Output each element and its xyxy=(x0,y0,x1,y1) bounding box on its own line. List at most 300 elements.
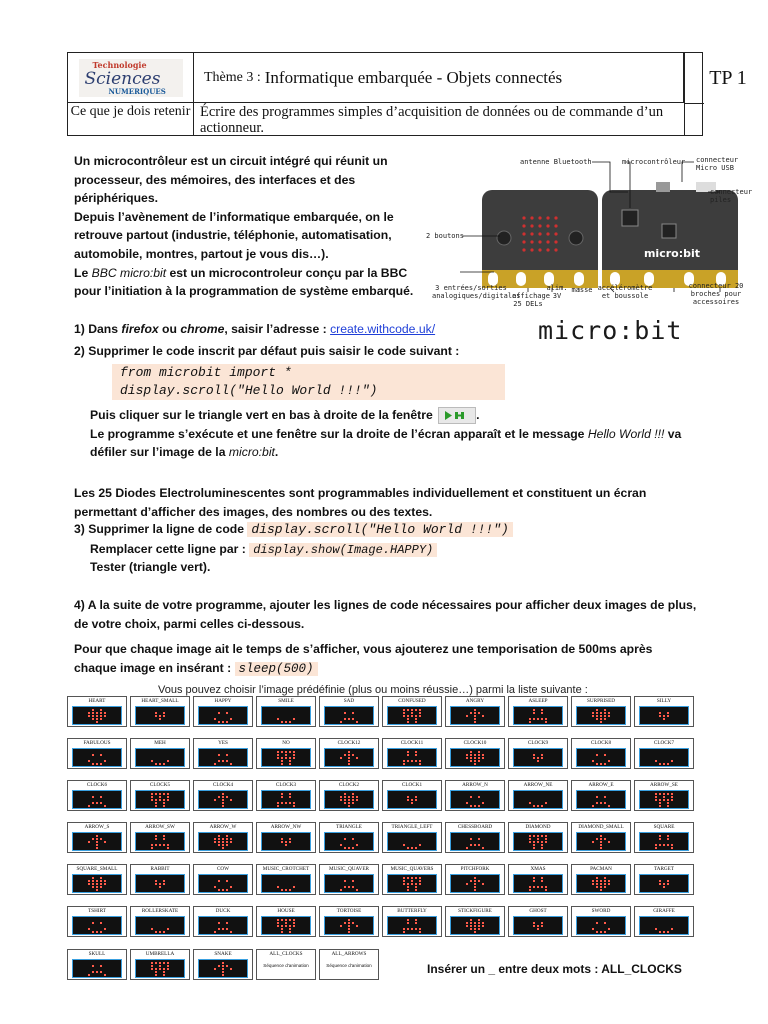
led-dot xyxy=(596,763,598,765)
led-screen xyxy=(72,832,122,851)
led-dot xyxy=(533,847,535,849)
microbit-logo: micro:bit xyxy=(538,316,683,345)
image-name: ROLLERSKATE xyxy=(141,908,179,914)
image-tile xyxy=(193,949,253,980)
logo-word-sciences: Sciences xyxy=(84,68,161,89)
led-screen xyxy=(639,748,689,767)
led-dot xyxy=(151,793,153,795)
led-dot xyxy=(474,712,476,714)
led-dot xyxy=(348,925,350,927)
led-dot xyxy=(104,880,106,882)
led-dot xyxy=(352,847,354,849)
led-dot xyxy=(159,718,161,720)
led-dot xyxy=(541,757,543,759)
led-dot xyxy=(289,889,291,891)
led-dot xyxy=(155,799,157,801)
led-dot xyxy=(466,847,468,849)
led-dot xyxy=(88,841,90,843)
led-dot xyxy=(155,793,157,795)
led-dot xyxy=(151,796,153,798)
led-dot xyxy=(671,793,673,795)
led-dot xyxy=(470,880,472,882)
image-name: DIAMOND xyxy=(525,824,551,830)
image-name: ALL_ARROWS xyxy=(331,951,367,957)
led-dot xyxy=(285,922,287,924)
text: 3) Supprimer la ligne de code xyxy=(74,522,244,536)
led-dot xyxy=(529,838,531,840)
led-dot xyxy=(592,841,594,843)
led-dot xyxy=(537,838,539,840)
led-dot xyxy=(344,838,346,840)
led-dot xyxy=(604,718,606,720)
led-dot xyxy=(340,889,342,891)
led-dot xyxy=(537,835,539,837)
led-dot xyxy=(163,793,165,795)
led-dot xyxy=(96,971,98,973)
led-dot xyxy=(167,796,169,798)
inline-code: display.show(Image.HAPPY) xyxy=(249,543,437,557)
led-dot xyxy=(285,925,287,927)
led-dot xyxy=(218,712,220,714)
led-dot xyxy=(96,838,98,840)
led-screen xyxy=(576,916,626,935)
image-name: GHOST xyxy=(529,908,547,914)
led-dot xyxy=(277,802,279,804)
led-dot xyxy=(604,931,606,933)
led-dot xyxy=(281,838,283,840)
led-dot xyxy=(293,751,295,753)
led-dot xyxy=(415,847,417,849)
image-tile xyxy=(67,906,127,937)
image-tile xyxy=(508,906,568,937)
led-dot xyxy=(104,712,106,714)
image-name: DUCK xyxy=(215,908,231,914)
led-screen xyxy=(576,706,626,725)
theme-label: Thème 3 : xyxy=(204,69,261,85)
led-dot xyxy=(167,793,169,795)
led-dot xyxy=(281,751,283,753)
run-button[interactable] xyxy=(438,407,476,424)
image-name: CLOCK12 xyxy=(337,740,361,746)
led-dot xyxy=(604,802,606,804)
message-text: Hello World !!! xyxy=(587,426,665,441)
led-dot xyxy=(100,802,102,804)
led-dot xyxy=(214,799,216,801)
image-tile xyxy=(508,696,568,727)
led-dot xyxy=(403,709,405,711)
step-3 xyxy=(74,520,513,540)
image-tile xyxy=(256,738,316,769)
led-screen xyxy=(324,916,374,935)
led-dot xyxy=(344,796,346,798)
led-dot xyxy=(667,763,669,765)
led-dot xyxy=(419,877,421,879)
led-dot xyxy=(663,718,665,720)
led-dot xyxy=(214,841,216,843)
insert-underscore-hint: Insérer un _ entre deux mots : ALL_CLOCKS xyxy=(427,962,682,976)
led-dot xyxy=(104,805,106,807)
led-dot xyxy=(667,838,669,840)
led-screen xyxy=(513,748,563,767)
led-dot xyxy=(214,838,216,840)
led-dot xyxy=(159,965,161,967)
led-dot xyxy=(289,763,291,765)
image-name: TRIANGLE xyxy=(336,824,362,830)
led-dot xyxy=(163,712,165,714)
led-dot xyxy=(533,805,535,807)
led-dot xyxy=(474,844,476,846)
text: . xyxy=(476,408,480,422)
image-tile xyxy=(130,949,190,980)
led-dot xyxy=(541,844,543,846)
led-dot xyxy=(655,760,657,762)
led-dot xyxy=(92,931,94,933)
led-screen xyxy=(450,790,500,809)
led-dot xyxy=(155,838,157,840)
led-dot xyxy=(289,793,291,795)
led-dot xyxy=(222,796,224,798)
led-dot xyxy=(104,928,106,930)
led-dot xyxy=(289,760,291,762)
image-name: ANGRY xyxy=(465,698,485,704)
led-dot xyxy=(592,883,594,885)
led-screen xyxy=(261,832,311,851)
led-dot xyxy=(604,886,606,888)
led-dot xyxy=(155,805,157,807)
led-dot xyxy=(356,889,358,891)
led-dot xyxy=(88,974,90,976)
led-screen xyxy=(450,916,500,935)
led-dot xyxy=(415,715,417,717)
led-dot xyxy=(340,796,342,798)
led-dot xyxy=(104,760,106,762)
led-dot xyxy=(659,883,661,885)
led-dot xyxy=(163,883,165,885)
led-dot xyxy=(403,883,405,885)
image-name: ARROW_S xyxy=(84,824,110,830)
led-dot xyxy=(159,968,161,970)
led-dot xyxy=(407,751,409,753)
led-screen xyxy=(450,832,500,851)
led-dot xyxy=(667,802,669,804)
text: Remplacer cette ligne par : xyxy=(90,542,246,556)
led-dot xyxy=(419,763,421,765)
animation-tile xyxy=(319,949,379,980)
led-dot xyxy=(533,835,535,837)
led-dot xyxy=(533,886,535,888)
led-dot xyxy=(104,715,106,717)
led-dot xyxy=(419,712,421,714)
led-dot xyxy=(667,844,669,846)
led-dot xyxy=(289,721,291,723)
led-dot xyxy=(529,886,531,888)
led-dot xyxy=(163,931,165,933)
led-dot xyxy=(356,799,358,801)
led-dot xyxy=(348,754,350,756)
led-dot xyxy=(541,835,543,837)
led-dot xyxy=(289,802,291,804)
image-name: RABBIT xyxy=(150,866,170,872)
tp-number: TP 1 xyxy=(709,66,747,89)
led-dot xyxy=(159,962,161,964)
led-screen xyxy=(72,959,122,978)
text-line xyxy=(90,425,730,444)
diodes-paragraph xyxy=(74,484,734,521)
led-dot xyxy=(159,793,161,795)
led-dot xyxy=(230,931,232,933)
led-dot xyxy=(667,883,669,885)
led-dot xyxy=(482,922,484,924)
image-tile xyxy=(382,738,442,769)
image-tile xyxy=(193,822,253,853)
image-name: TSHIRT xyxy=(88,908,106,914)
create-withcode-link[interactable]: create.withcode.uk/ xyxy=(330,322,436,336)
led-dot xyxy=(159,799,161,801)
led-dot xyxy=(281,928,283,930)
led-dot xyxy=(541,805,543,807)
intro-paragraph xyxy=(74,152,424,301)
led-dot xyxy=(608,805,610,807)
image-tile xyxy=(256,864,316,895)
led-dot xyxy=(600,715,602,717)
code-block xyxy=(112,364,505,400)
led-dot xyxy=(537,757,539,759)
image-tile xyxy=(382,864,442,895)
led-dot xyxy=(600,835,602,837)
led-dot xyxy=(167,968,169,970)
led-dot xyxy=(218,889,220,891)
led-dot xyxy=(671,760,673,762)
led-dot xyxy=(478,757,480,759)
led-dot xyxy=(411,799,413,801)
led-dot xyxy=(604,709,606,711)
led-dot xyxy=(340,844,342,846)
led-dot xyxy=(96,835,98,837)
led-dot xyxy=(222,965,224,967)
led-dot xyxy=(403,715,405,717)
led-dot xyxy=(352,802,354,804)
text: est un microcontroleur conçu par la BBC xyxy=(166,265,408,280)
led-dot xyxy=(352,754,354,756)
led-dot xyxy=(218,835,220,837)
led-screen xyxy=(639,790,689,809)
led-dot xyxy=(218,754,220,756)
led-dot xyxy=(415,760,417,762)
led-dot xyxy=(537,760,539,762)
led-dot xyxy=(281,763,283,765)
image-tile xyxy=(319,822,379,853)
led-dot xyxy=(96,712,98,714)
led-dot xyxy=(151,799,153,801)
image-name: HEART xyxy=(88,698,106,704)
led-dot xyxy=(596,718,598,720)
led-dot xyxy=(277,886,279,888)
led-dot xyxy=(167,962,169,964)
led-dot xyxy=(92,763,94,765)
image-name: MEH xyxy=(154,740,166,746)
led-dot xyxy=(163,802,165,804)
led-dot xyxy=(226,841,228,843)
led-dot xyxy=(600,889,602,891)
led-dot xyxy=(474,763,476,765)
image-tile xyxy=(67,738,127,769)
led-dot xyxy=(104,974,106,976)
led-screen xyxy=(513,706,563,725)
led-dot xyxy=(218,760,220,762)
led-dot xyxy=(474,760,476,762)
led-dot xyxy=(600,931,602,933)
led-dot xyxy=(411,715,413,717)
led-dot xyxy=(222,971,224,973)
led-dot xyxy=(289,919,291,921)
image-name: SURPRISED xyxy=(587,698,615,704)
led-dot xyxy=(655,847,657,849)
image-name: CLOCK10 xyxy=(463,740,487,746)
led-dot xyxy=(403,763,405,765)
led-screen xyxy=(639,916,689,935)
led-dot xyxy=(352,796,354,798)
led-dot xyxy=(88,883,90,885)
led-dot xyxy=(533,877,535,879)
image-name: HOUSE xyxy=(277,908,295,914)
image-name: PITCHFORK xyxy=(460,866,490,872)
led-dot xyxy=(529,889,531,891)
led-screen xyxy=(324,874,374,893)
label-boutons: 2 boutons xyxy=(426,232,464,240)
led-dot xyxy=(470,805,472,807)
led-dot xyxy=(419,928,421,930)
led-dot xyxy=(230,763,232,765)
led-dot xyxy=(155,971,157,973)
led-dot xyxy=(348,922,350,924)
led-dot xyxy=(411,709,413,711)
led-dot xyxy=(218,844,220,846)
led-dot xyxy=(281,931,283,933)
led-dot xyxy=(592,880,594,882)
led-dot xyxy=(659,835,661,837)
led-dot xyxy=(667,799,669,801)
led-dot xyxy=(293,925,295,927)
led-dot xyxy=(167,965,169,967)
text-line: Un microcontrôleur est un circuit intégré qui réunit un xyxy=(74,154,388,168)
sleep-paragraph xyxy=(74,640,734,678)
led-dot xyxy=(348,919,350,921)
led-dot xyxy=(541,877,543,879)
image-tile xyxy=(67,949,127,980)
led-dot xyxy=(226,880,228,882)
led-dot xyxy=(604,796,606,798)
led-dot xyxy=(470,928,472,930)
image-name: FABULOUS xyxy=(83,740,111,746)
led-dot xyxy=(100,877,102,879)
led-dot xyxy=(604,715,606,717)
led-dot xyxy=(222,841,224,843)
text-line: pour l’initiation à la programmation de système embarqué. xyxy=(74,284,414,299)
led-dot xyxy=(470,760,472,762)
led-dot xyxy=(151,965,153,967)
led-dot xyxy=(100,715,102,717)
led-screen xyxy=(576,874,626,893)
led-dot xyxy=(100,709,102,711)
led-dot xyxy=(344,712,346,714)
image-tile xyxy=(67,864,127,895)
led-dot xyxy=(533,880,535,882)
play-icon xyxy=(439,408,475,423)
led-dot xyxy=(596,886,598,888)
led-dot xyxy=(277,925,279,927)
led-dot xyxy=(604,712,606,714)
led-dot xyxy=(88,712,90,714)
text-line: Pour que chaque image ait le temps de s’afficher, vous ajouterez une temporisation de 500ms après xyxy=(74,642,653,656)
led-dot xyxy=(104,841,106,843)
led-dot xyxy=(604,880,606,882)
led-dot xyxy=(663,715,665,717)
led-dot xyxy=(214,968,216,970)
led-dot xyxy=(407,721,409,723)
led-dot xyxy=(289,931,291,933)
led-dot xyxy=(230,886,232,888)
led-dot xyxy=(470,712,472,714)
led-dot xyxy=(344,922,346,924)
led-dot xyxy=(218,838,220,840)
led-dot xyxy=(659,793,661,795)
image-tile xyxy=(508,738,568,769)
led-dot xyxy=(474,889,476,891)
led-dot xyxy=(474,805,476,807)
led-dot xyxy=(352,880,354,882)
led-dot xyxy=(163,971,165,973)
label-accelerometre: accéléromètre et boussole xyxy=(597,284,653,300)
led-dot xyxy=(415,883,417,885)
led-dot xyxy=(100,712,102,714)
led-dot xyxy=(604,763,606,765)
led-dot xyxy=(474,922,476,924)
led-dot xyxy=(600,841,602,843)
image-name: ARROW_NE xyxy=(523,782,553,788)
led-dot xyxy=(659,931,661,933)
step-1 xyxy=(74,320,435,339)
led-dot xyxy=(285,889,287,891)
led-dot xyxy=(478,928,480,930)
led-dot xyxy=(419,715,421,717)
led-dot xyxy=(411,712,413,714)
led-dot xyxy=(214,763,216,765)
led-dot xyxy=(222,889,224,891)
led-dot xyxy=(96,844,98,846)
browser-chrome: chrome xyxy=(180,322,225,336)
led-dot xyxy=(348,928,350,930)
led-dot xyxy=(545,889,547,891)
label-microcontroleur: microcontrôleur xyxy=(622,158,686,166)
inline-code: display.scroll("Hello World !!!") xyxy=(247,522,512,537)
image-tile xyxy=(319,906,379,937)
led-dot xyxy=(655,796,657,798)
led-dot xyxy=(541,718,543,720)
led-dot xyxy=(222,928,224,930)
image-tile xyxy=(193,696,253,727)
led-dot xyxy=(541,925,543,927)
led-dot xyxy=(533,925,535,927)
led-dot xyxy=(600,712,602,714)
led-dot xyxy=(155,802,157,804)
led-dot xyxy=(533,754,535,756)
led-dot xyxy=(289,925,291,927)
microbit-name: micro:bit xyxy=(228,445,275,460)
led-screen xyxy=(639,832,689,851)
led-dot xyxy=(218,928,220,930)
led-dot xyxy=(667,715,669,717)
led-dot xyxy=(167,847,169,849)
